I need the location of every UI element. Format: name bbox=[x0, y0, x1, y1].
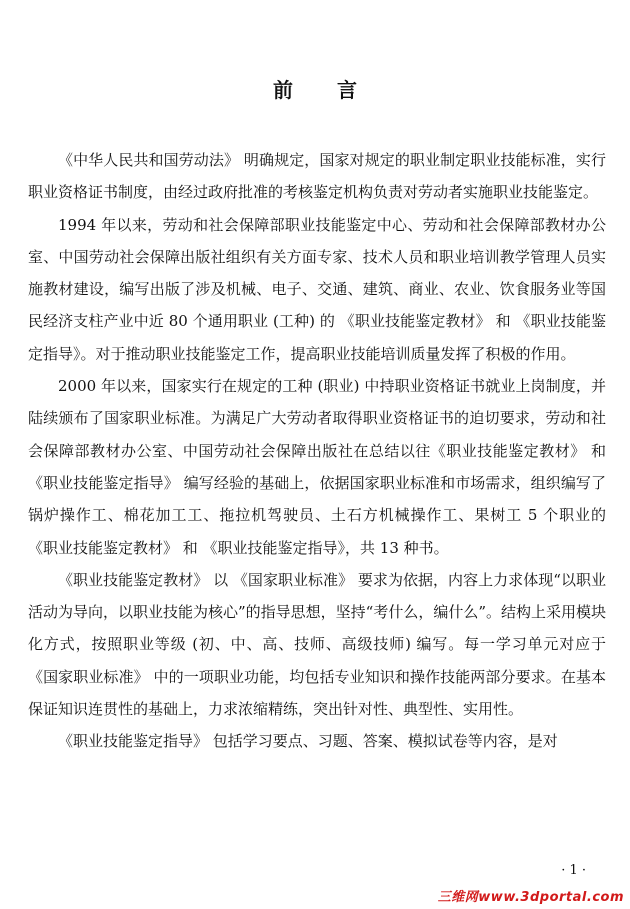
page-number: · 1 · bbox=[561, 863, 586, 878]
body-text bbox=[28, 144, 606, 758]
page-title: 前言 bbox=[273, 78, 401, 102]
watermark-logo: 三维网www.3dportal.com bbox=[437, 890, 624, 905]
paragraph-2: 1994 年以来，劳动和社会保障部职业技能鉴定中心、劳动和社会保障部教材办公室、中国劳动社会保障出版社组织有关方面专家、技术人员和职业培训教学管理人员实施教材建设，编写出版了涉及机械、电子、交通、建筑、商业、农业、饮食服务业等国民经济支柱产业中近 80 个通用职业 (工种) 的 《职业技能鉴定教材》 和 《职业技能鉴定指导》。对于推动职业技能鉴定工作，提高职业技能培训质量发挥了积极的作用。 bbox=[28, 215, 606, 363]
paragraph-3: 2000 年以来，国家实行在规定的工种 (职业) 中持职业资格证书就业上岗制度，并陆续颁布了国家职业标准。为满足广大劳动者取得职业资格证书的迫切要求，劳动和社会保障部教材办公室、中国劳动社会保障出版社在总结以往《职业技能鉴定教材》 和 《职业技能鉴定指导》 编写经验的基础上，依据国家职业标准和市场需求，组织编写了锅炉操作工、棉花加工工、拖拉机驾驶员、土石方机械操作工、果树工 5 个职业的 《职业技能鉴定教材》 和 《职业技能鉴定指导》，共 13 种书。 bbox=[28, 377, 606, 557]
paragraph-5: 《职业技能鉴定指导》 包括学习要点、习题、答案、模拟试卷等内容，是对 bbox=[58, 732, 558, 751]
paragraph-4: 《职业技能鉴定教材》 以 《国家职业标准》 要求为依据，内容上力求体现“以职业活动为导向，以职业技能为核心”的指导思想，坚持“考什么，编什么”。结构上采用模块化方式，按照职业等级 (初、中、高、技师、高级技师) 编写。每一学习单元对应于 《国家职业标准》 中的一项职业功能，均包括专业知识和操作技能两部分要求。在基本保证知识连贯性的基础上，力求浓缩精练，突出针对性、典型性、实用性。 bbox=[28, 570, 607, 719]
paragraph-1: 《中华人民共和国劳动法》 明确规定，国家对规定的职业制定职业技能标准，实行职业资格证书制度，由经过政府批准的考核鉴定机构负责对劳动者实施职业技能鉴定。 bbox=[28, 151, 606, 202]
